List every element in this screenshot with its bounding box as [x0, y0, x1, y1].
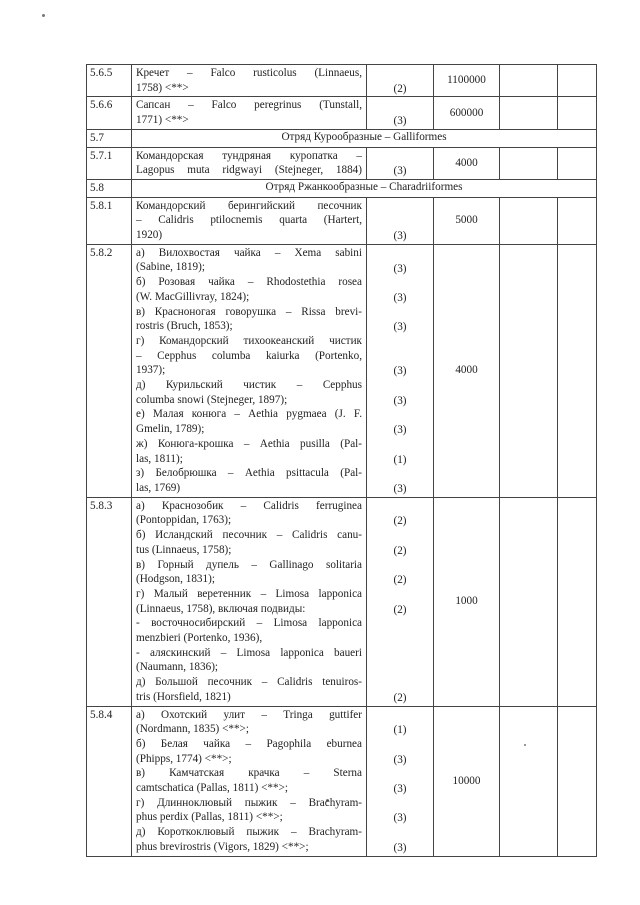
status-category: (2)	[367, 65, 434, 97]
table-row	[87, 706, 597, 856]
row-number: 5.8	[87, 179, 132, 197]
table-row	[87, 97, 597, 129]
species-table	[86, 64, 597, 857]
status-category: (3)	[393, 365, 407, 378]
status-category: (3)	[393, 482, 407, 495]
species-line: (Phipps, 1774) <**>;	[136, 752, 232, 765]
order-title: Отряд Ржанкообразные – Charadriiformes	[132, 179, 597, 197]
status-categories	[367, 244, 434, 497]
species-line: phus perdix (Pallas, 1811) <**>;	[136, 811, 283, 824]
status-category: (3)	[393, 262, 407, 275]
row-number: 5.6.5	[87, 65, 132, 97]
status-category: (3)	[393, 394, 407, 407]
order-row	[87, 179, 597, 197]
species-line: е) Малая конюга – Aethia pygmaea (J. F.	[136, 408, 362, 421]
empty-cell	[558, 97, 597, 129]
species-line: д) Курильский чистик – Cepphus	[136, 379, 362, 392]
row-number: 5.8.4	[87, 706, 132, 856]
species-line: в) Камчатская крачка – Sterna	[136, 767, 362, 780]
status-categories	[367, 497, 434, 706]
species-line: г) Длинноклювый пыжик – Brachyram-	[136, 796, 362, 809]
empty-cell	[500, 244, 558, 497]
table-row	[87, 147, 597, 179]
status-category: (3)	[393, 841, 407, 854]
species-line: tris (Horsfield, 1821)	[136, 690, 231, 703]
status-category: (3)	[393, 424, 407, 437]
species-line: а) Охотский улит – Tringa guttifer	[136, 708, 362, 721]
species-line: – Cepphus columba kaiurka (Portenko,	[136, 349, 362, 362]
price-value: 4000	[434, 244, 500, 497]
species-line: д) Короткоклювый пыжик – Brachyram-	[136, 826, 362, 839]
species-line: (Linnaeus, 1758), включая подвиды:	[136, 602, 306, 615]
species-line: las, 1811);	[136, 452, 183, 465]
species-line: в) Горный дупель – Gallinago solitaria	[136, 558, 362, 571]
species-line: ж) Конюга-крошка – Aethia pusilla (Pal-	[136, 437, 362, 450]
species-line: tus (Linnaeus, 1758);	[136, 543, 232, 556]
empty-cell	[558, 497, 597, 706]
status-category: (3)	[393, 753, 407, 766]
price-value: 5000	[434, 197, 500, 244]
species-group	[132, 244, 367, 497]
order-title: Отряд Курообразные – Galliformes	[132, 129, 597, 147]
status-category: (3)	[393, 783, 407, 796]
empty-cell	[500, 147, 558, 179]
price-value: 1000	[434, 497, 500, 706]
empty-cell	[558, 147, 597, 179]
species-line: б) Розовая чайка – Rhodostethia rosea	[136, 276, 362, 289]
species-group	[132, 706, 367, 856]
species-line: (Nordmann, 1835) <**>;	[136, 723, 249, 736]
species-line: phus brevirostris (Vigors, 1829) <**>;	[136, 840, 309, 853]
species-line: (W. MacGillivray, 1824);	[136, 290, 250, 303]
empty-cell	[558, 706, 597, 856]
empty-cell	[500, 65, 558, 97]
empty-cell	[558, 65, 597, 97]
status-category: (2)	[393, 515, 407, 528]
species-line: д) Большой песочник – Calidris tenuiros-	[136, 676, 362, 689]
species-line: menzbieri (Portenko, 1936),	[136, 632, 263, 645]
status-category: (1)	[393, 453, 407, 466]
status-category: (3)	[393, 291, 407, 304]
species-line: б) Исландский песочник – Calidris canu-	[136, 529, 362, 542]
species-line: а) Краснозобик – Calidris ferruginea	[136, 499, 362, 512]
status-category: (2)	[393, 603, 407, 616]
species-line: а) Вилохвостая чайка – Xema sabini	[136, 246, 362, 259]
status-category: (3)	[393, 321, 407, 334]
species-line: (Hodgson, 1831);	[136, 573, 215, 586]
species-name: Командорский берингийский песочник – Calidris ptilocnemis quarta (Hartert, 1920)	[132, 197, 367, 244]
status-category: (2)	[393, 691, 407, 704]
species-line: las, 1769)	[136, 481, 181, 494]
row-number: 5.8.1	[87, 197, 132, 244]
status-category: (3)	[393, 812, 407, 825]
species-line: з) Белобрюшка – Aethia psittacula (Pal-	[136, 467, 362, 480]
empty-cell	[500, 497, 558, 706]
species-line: б) Белая чайка – Pagophila eburnea	[136, 737, 362, 750]
table-row	[87, 497, 597, 706]
table-row	[87, 65, 597, 97]
empty-cell	[558, 197, 597, 244]
species-line: Gmelin, 1789);	[136, 423, 205, 436]
empty-cell	[558, 244, 597, 497]
price-value: 1100000	[434, 65, 500, 97]
species-line: в) Красноногая говорушка – Rissa brevi-	[136, 305, 362, 318]
species-group	[132, 497, 367, 706]
status-category: (3)	[367, 197, 434, 244]
species-line: columba snowi (Stejneger, 1897);	[136, 393, 288, 406]
price-value: 4000	[434, 147, 500, 179]
species-line: camtschatica (Pallas, 1811) <**>;	[136, 782, 289, 795]
empty-cell	[500, 706, 558, 856]
price-value: 600000	[434, 97, 500, 129]
species-line: г) Малый веретенник – Limosa lapponica	[136, 587, 362, 600]
species-line: (Naumann, 1836);	[136, 661, 219, 674]
row-number: 5.6.6	[87, 97, 132, 129]
status-category: (2)	[393, 574, 407, 587]
status-category: (3)	[367, 147, 434, 179]
species-line: 1937);	[136, 364, 166, 377]
species-line: - аляскинский – Limosa lapponica baueri	[136, 646, 362, 659]
row-number: 5.8.2	[87, 244, 132, 497]
status-category: (2)	[393, 544, 407, 557]
empty-cell	[500, 97, 558, 129]
species-line: (Sabine, 1819);	[136, 261, 205, 274]
row-number: 5.7	[87, 129, 132, 147]
species-name: Командорская тундряная куропатка – Lagopus muta ridgwayi (Stejneger, 1884)	[132, 147, 367, 179]
species-line: (Pontoppidan, 1763);	[136, 514, 232, 527]
scan-speck	[42, 14, 45, 17]
empty-cell	[500, 197, 558, 244]
species-line: rostris (Bruch, 1853);	[136, 320, 233, 333]
order-row	[87, 129, 597, 147]
status-category: (3)	[367, 97, 434, 129]
row-number: 5.8.3	[87, 497, 132, 706]
species-line: - восточносибирский – Limosa lapponica	[136, 617, 362, 630]
table-row	[87, 197, 597, 244]
status-category: (1)	[393, 724, 407, 737]
price-value: 10000	[434, 706, 500, 856]
species-name: Кречет – Falco rusticolus (Linnaeus, 1758) <**>	[132, 65, 367, 97]
species-name: Сапсан – Falco peregrinus (Tunstall, 1771) <**>	[132, 97, 367, 129]
status-categories	[367, 706, 434, 856]
species-line: г) Командорский тихоокеанский чистик	[136, 334, 362, 347]
row-number: 5.7.1	[87, 147, 132, 179]
table-row	[87, 244, 597, 497]
